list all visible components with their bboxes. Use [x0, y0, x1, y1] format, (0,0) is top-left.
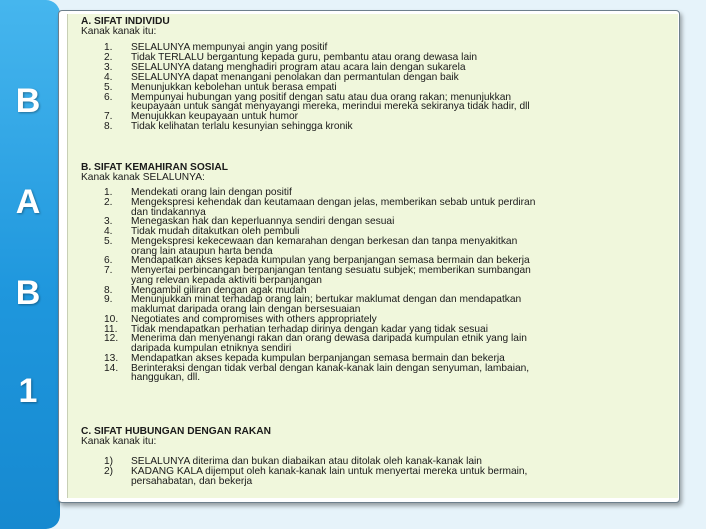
item-number: 8. — [104, 121, 113, 133]
item-number: 2. — [104, 51, 113, 63]
item-text: Tidak mendapatkan perhatian terhadap dirinya dengan kadar yang tidak sesuai — [131, 323, 488, 335]
list-item — [68, 476, 668, 487]
section-title: A. SIFAT INDIVIDU — [81, 16, 170, 27]
side-letter: B — [15, 274, 41, 312]
section-title: C. SIFAT HUBUNGAN DENGAN RAKAN — [81, 426, 271, 437]
item-number: 13. — [104, 352, 119, 364]
item-text: daripada kumpulan etniknya sendiri — [131, 343, 292, 354]
side-banner — [0, 0, 60, 529]
item-number: 6. — [104, 255, 113, 267]
item-text: Mengekspresi kekecewaan dan kemarahan dengan berkesan dan tanpa menyakitkan — [131, 235, 518, 247]
item-text: Mengambil giliran dengan agak mudah — [131, 284, 307, 296]
item-number: 11. — [104, 323, 118, 335]
item-text: maklumat daripada orang lain dengan bersesuaian — [131, 304, 361, 315]
item-text: Tidak mudah ditakutkan oleh pembuli — [131, 226, 300, 237]
item-text: yang relevan kepada aktiviti berpanjangan — [131, 274, 322, 286]
item-number: 4. — [104, 226, 113, 237]
item-text: SELALUNYA mempunyai angin yang positif — [131, 42, 328, 53]
side-letter: A — [15, 183, 41, 221]
item-number: 2. — [104, 196, 113, 208]
document-page — [67, 14, 678, 498]
item-number: 7. — [104, 111, 113, 123]
item-text: Negotiates and compromises with others appropriately — [131, 313, 377, 325]
item-number: 4. — [104, 71, 113, 83]
item-text: Menyertai perbincangan berpanjangan tentang sesuatu subjek; memberikan sumbangan — [131, 265, 531, 276]
item-number: 14. — [104, 362, 119, 374]
item-number: 5. — [104, 81, 113, 93]
item-text: SELALUNYA diterima dan bukan diabaikan atau ditolak oleh kanak-kanak lain — [131, 456, 482, 467]
side-letter: B — [15, 82, 41, 120]
list-item — [68, 121, 668, 132]
item-text: KADANG KALA dijemput oleh kanak-kanak lain untuk menyertai mereka untuk bermain, — [131, 465, 528, 477]
item-text: Berinteraksi dengan tidak verbal dengan kanak-kanak lain dengan senyuman, lambaian, — [131, 362, 530, 374]
item-text: SELALUNYA datang menghadiri program atau acara lain dengan sukarela — [131, 61, 466, 73]
item-text: hanggukan, dll. — [131, 372, 201, 384]
item-number: 9. — [104, 294, 113, 306]
item-text: persahabatan, dan bekerja — [131, 475, 253, 487]
item-text: orang lain ataupun harta benda — [131, 245, 273, 257]
item-number: 3. — [104, 216, 113, 228]
section-subtitle: Kanak kanak itu: — [81, 26, 157, 37]
item-text: Menegaskan hak dan keperluannya sendiri dengan sesuai — [131, 216, 395, 228]
item-text: Menujukkan keupayaan untuk humor — [131, 111, 299, 123]
item-number: 8. — [104, 284, 113, 296]
item-text: Mempunyai hubungan yang positif dengan satu atau dua orang rakan; menunjukkan — [131, 91, 512, 103]
section-title: B. SIFAT KEMAHIRAN SOSIAL — [81, 162, 228, 173]
section-subtitle: Kanak kanak itu: — [81, 436, 157, 447]
item-number: 3. — [104, 61, 113, 73]
item-text: Menerima dan menyenangi rakan dan orang dewasa daripada kumpulan etnik yang lain — [131, 333, 527, 345]
item-text: Menunjukkan kebolehan untuk berasa empati — [131, 81, 337, 93]
item-text: SELALUNYA dapat menangani penolakan dan permantulan dengan baik — [131, 71, 459, 83]
item-number: 1. — [104, 42, 113, 53]
item-text: Mendapatkan akses kepada kumpulan berpanjangan semasa bermain dan bekerja — [131, 352, 505, 364]
item-number: 6. — [104, 91, 113, 103]
item-number: 10. — [104, 313, 119, 325]
item-number: 5. — [104, 235, 113, 247]
item-text: Mendapatkan akses kepada kumpulan yang berpanjangan semasa bermain dan bekerja — [131, 255, 530, 267]
item-text: Menunjukkan minat terhadap orang lain; bertukar maklumat dengan dan mendapatkan — [131, 294, 522, 306]
item-text: dan tindakannya — [131, 206, 206, 218]
list-item — [68, 372, 668, 383]
item-number: 2) — [104, 465, 114, 477]
item-text: Mendekati orang lain dengan positif — [131, 187, 292, 198]
item-number: 1) — [104, 456, 114, 467]
item-number: 1. — [104, 187, 113, 198]
item-number: 7. — [104, 265, 113, 276]
side-letter: 1 — [18, 372, 38, 410]
item-text: Tidak TERLALU bergantung kepada guru, pembantu atau orang dewasa lain — [131, 51, 478, 63]
section-subtitle: Kanak kanak SELALUNYA: — [81, 172, 205, 183]
item-text: Tidak kelihatan terlalu kesunyian sehingga kronik — [131, 121, 353, 133]
item-text: Mengekspresi kehendak dan keutamaan dengan jelas, memberikan sebab untuk perdiran — [131, 196, 536, 208]
item-text: keupayaan untuk sangat menyayangi mereka, merindui mereka sekiranya tidak hadir, dll — [131, 101, 530, 113]
item-number: 12. — [104, 333, 119, 345]
